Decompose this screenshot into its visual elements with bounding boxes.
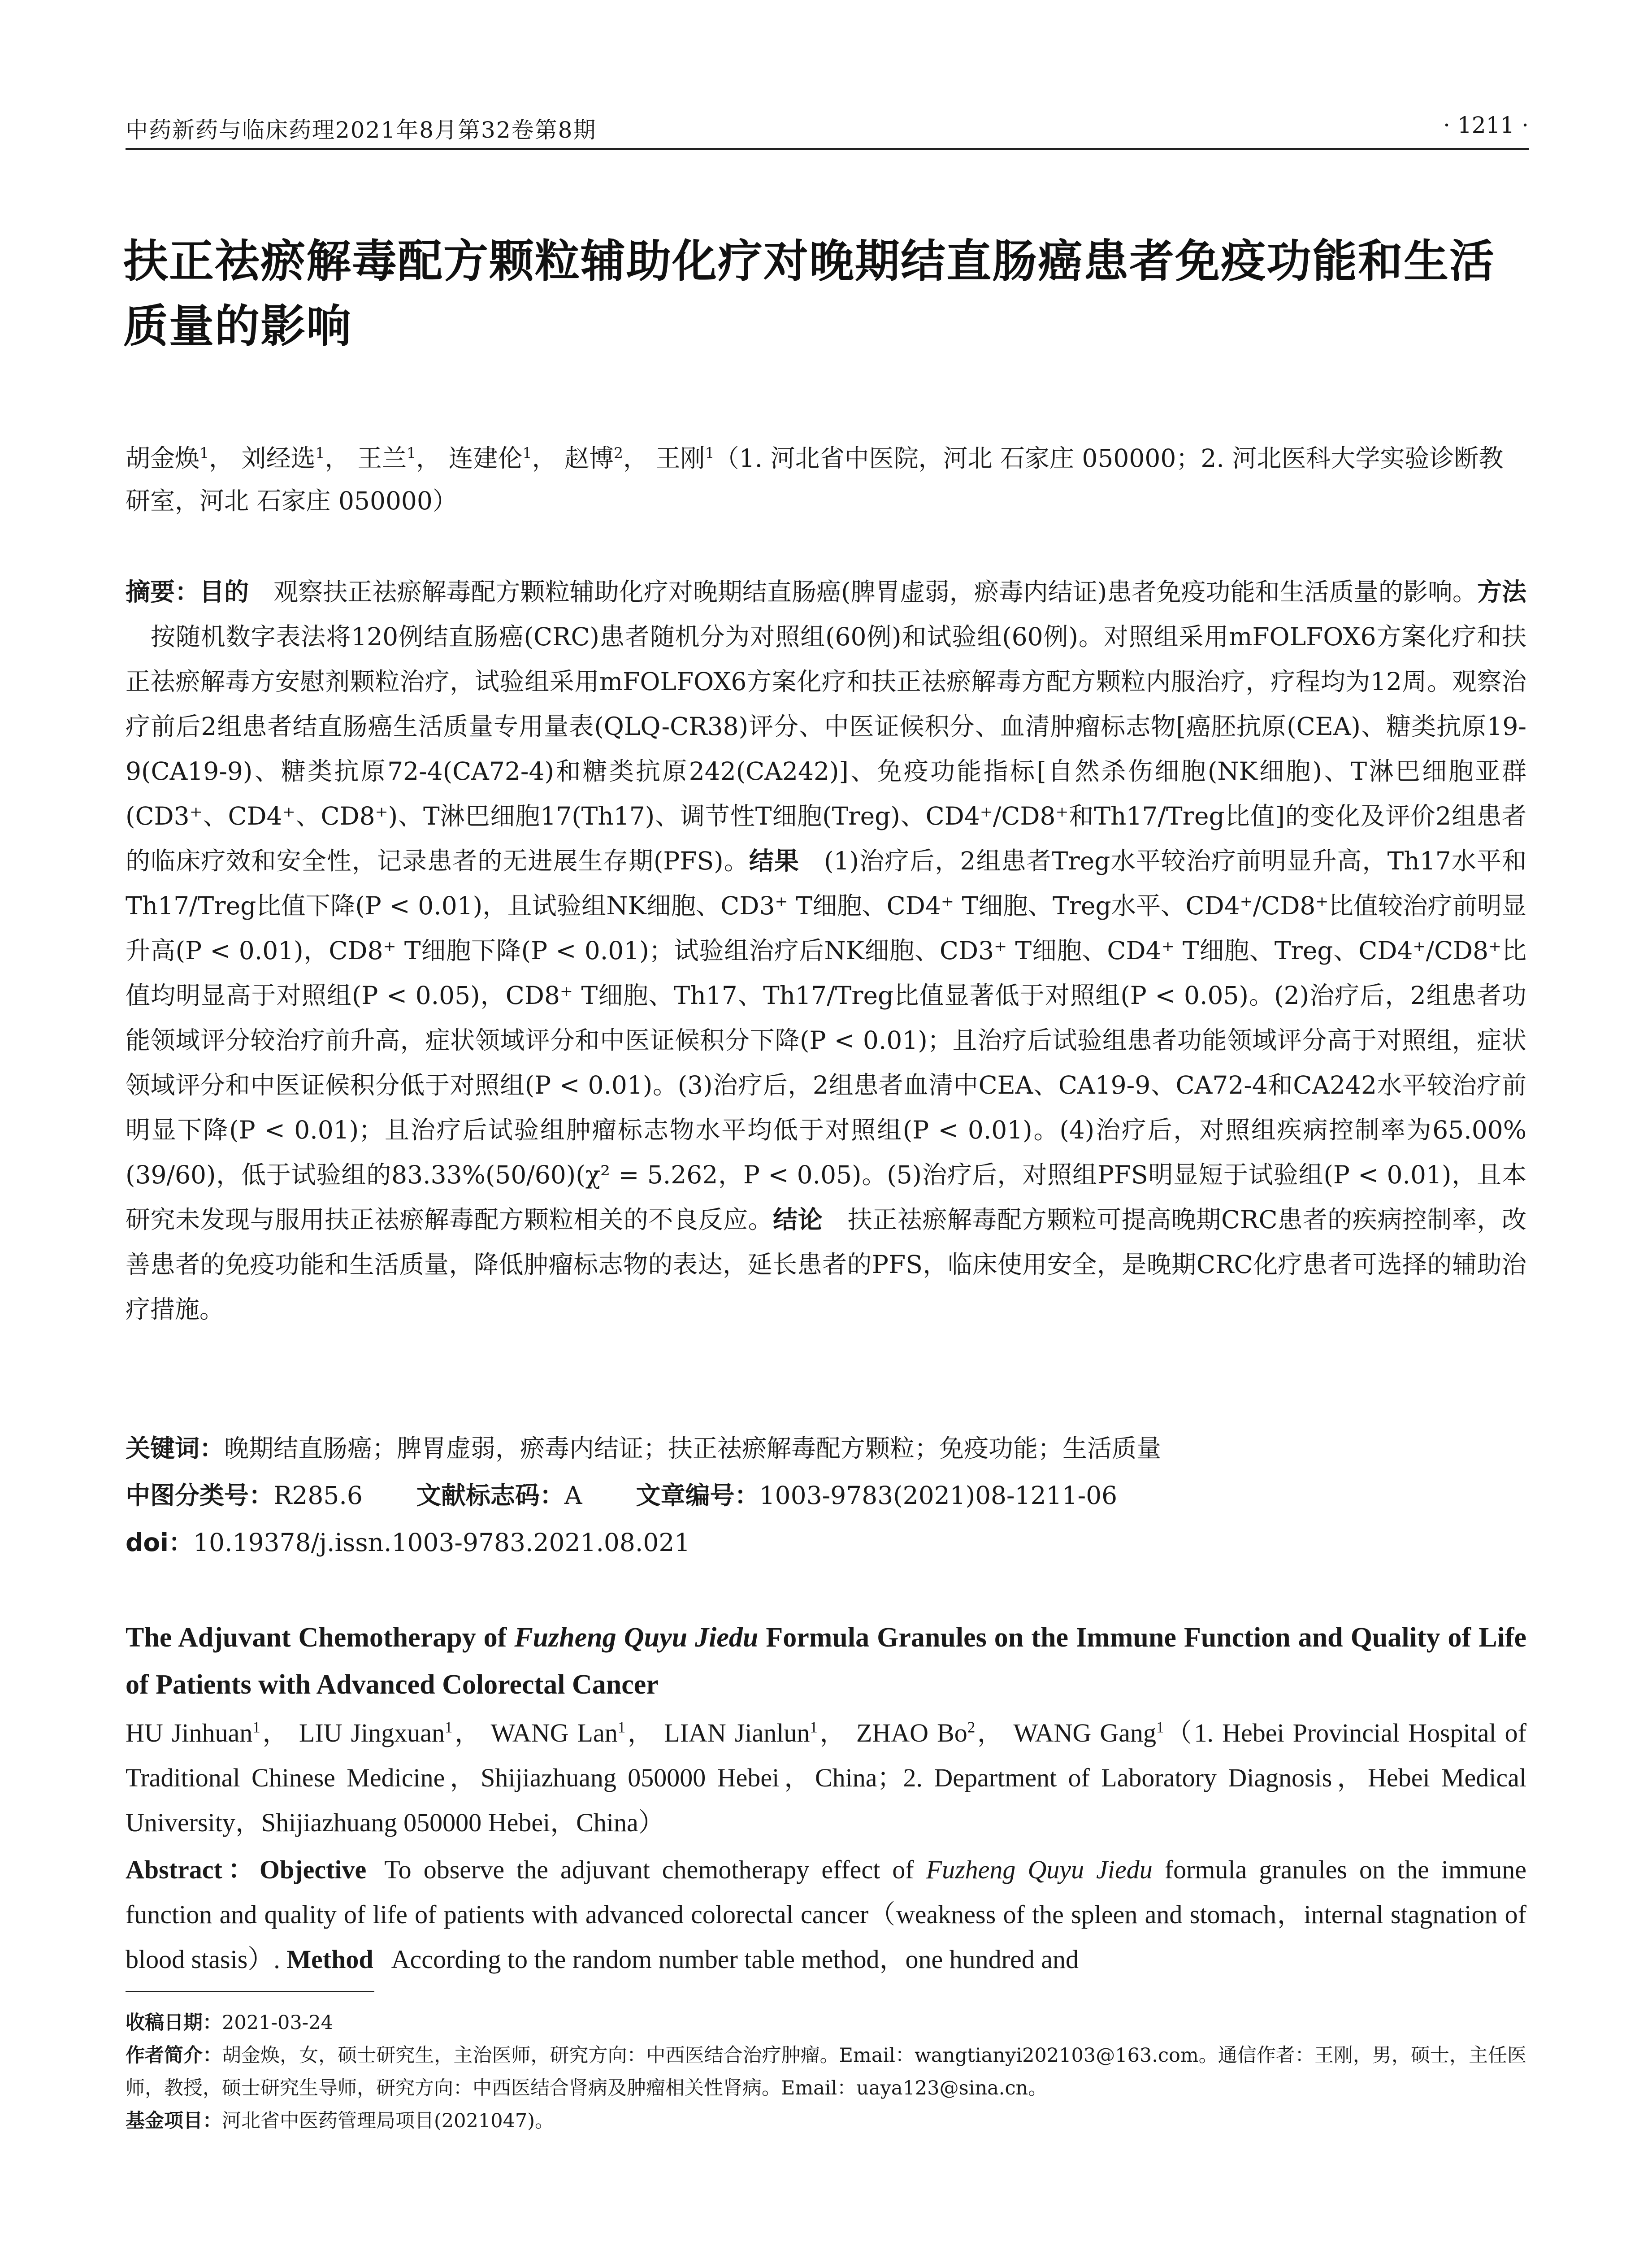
fund-project	[126, 2105, 1526, 2138]
received-value: 2021-03-24	[222, 2012, 333, 2034]
author-name: 胡金焕	[126, 444, 200, 473]
page-number: · 1211 ·	[1443, 112, 1529, 138]
abstract-label: Abstract：	[126, 1855, 260, 1884]
method-label: Method	[286, 1945, 373, 1974]
method-text: According to the random number table method，one hundred and	[391, 1945, 1079, 1974]
objective-italic: Fuzheng Quyu Jiedu	[926, 1855, 1153, 1884]
results-label: 结果	[749, 847, 800, 875]
english-title-italic: Fuzheng Quyu Jiedu	[514, 1622, 759, 1653]
author-name: 赵博	[564, 444, 614, 473]
affiliation-marker: 2	[967, 1718, 976, 1736]
objective-label: Objective	[259, 1855, 367, 1884]
method-text: 按随机数字表法将120例结直肠癌(CRC)患者随机分为对照组(60例)和试验组(60例)。对照组采用mFOLFOX6方案化疗和扶正祛瘀解毒方安慰剂颗粒治疗，试验组采用mFOLFOX6方案化疗和扶正祛瘀解毒方配方颗粒内服治疗，疗程均为12周。观察治疗前后2组患者结直肠癌生活质量专用量表(QLQ-CR38)评分、中医证候积分、血清肿瘤标志物[癌胚抗原(CEA)、糖类抗原19-9(CA19-9)、糖类抗原72-4(CA72-4)和糖类抗原242(CA242)]、免疫功能指标[自然杀伤细胞(NK细胞)、T淋巴细胞亚群(CD3⁺、CD4⁺、CD8⁺)、T淋巴细胞17(Th17)、调节性T细胞(Treg)、CD4⁺/CD8⁺和Th17/Treg比值]的变化及评价2组患者的临床疗效和安全性，记录患者的无进展生存期(PFS)。	[126, 622, 1526, 875]
footnote-rule	[126, 1991, 374, 1992]
objective-text: formula granules on the immune function and quality of life of patients with advanced colorectal cancer（weakness of the spleen and stomach，internal stagnation of blood stasis）.	[126, 1855, 1526, 1974]
clc-label: 中图分类号：	[126, 1481, 274, 1510]
english-title	[126, 1614, 1526, 1708]
abstract-label: 摘要：	[126, 578, 200, 606]
author-name: 王刚	[655, 444, 705, 473]
author-name: WANG Lan	[490, 1718, 618, 1747]
keywords-label: 关键词：	[126, 1434, 225, 1463]
doi-line	[126, 1520, 1526, 1565]
chinese-abstract	[126, 569, 1526, 1332]
article-number-value: 1003-9783(2021)08-1211-06	[759, 1481, 1118, 1510]
fund-text: 河北省中医药管理局项目(2021047)。	[222, 2110, 555, 2132]
author-name: LIU Jingxuan	[299, 1718, 445, 1747]
keywords-text: 晚期结直肠癌；脾胃虚弱，瘀毒内结证；扶正祛瘀解毒配方颗粒；免疫功能；生活质量	[224, 1434, 1162, 1463]
header-rule	[126, 148, 1529, 150]
objective-text: To observe the adjuvant chemotherapy effect of	[384, 1855, 926, 1884]
english-title-part: Formula Granules on the Immune Function and Quality of Life of Patients with Advanced Colorectal Cancer	[126, 1622, 1526, 1700]
doc-code-value: A	[564, 1481, 582, 1510]
affiliation-marker: 1	[252, 1718, 260, 1736]
objective-label: 目的	[199, 578, 249, 606]
author-name: ZHAO Bo	[856, 1718, 967, 1747]
english-affiliation: （1. Hebei Provincial Hospital of Traditional Chinese Medicine，Shijiazhuang 050000 Hebei，China；2. Department of Laboratory Diagnosis，Hebei Medical University，Shijiazhuang 050000 Hebei，China）	[126, 1718, 1526, 1837]
english-abstract	[126, 1847, 1526, 1982]
received-date	[126, 2007, 1526, 2039]
author-name: 刘经选	[241, 444, 316, 473]
english-authors: HU Jinhuan$^1$， LIU Jingxuan$^1$， WANG Lan$^1$， LIAN Jianlun$^1$， ZHAO Bo$^2$， WANG Gang$^1$（1. Hebei Provincial Hospital of Traditional Chinese Medicine，Shijiazhuang 050000 Hebei，China；2. Department of Laboratory Diagnosis，Hebei Medical University，Shijiazhuang 050000 Hebei，China）	[126, 1718, 1526, 1837]
affiliation-marker: 1	[407, 444, 416, 462]
affiliation-marker: 2	[614, 444, 624, 462]
doc-code-label: 文献标志码：	[416, 1481, 564, 1510]
chinese-title: 扶正祛瘀解毒配方颗粒辅助化疗对晚期结直肠癌患者免疫功能和生活质量的影响	[123, 235, 1495, 352]
affiliation-marker: 1	[1156, 1718, 1164, 1736]
author-bio-label: 作者简介：	[126, 2044, 222, 2067]
affiliation-marker: 1	[617, 1718, 626, 1736]
conclusion-label: 结论	[773, 1205, 823, 1234]
received-label: 收稿日期：	[126, 2012, 222, 2034]
doi-value[interactable]: 10.19378/j.issn.1003-9783.2021.08.021	[193, 1528, 690, 1557]
journal-citation: 中药新药与临床药理2021年8月第32卷第8期	[126, 117, 597, 143]
affiliation-marker: 1	[315, 444, 325, 462]
affiliation-marker: 1	[522, 444, 532, 462]
footnotes	[126, 2007, 1526, 2138]
fund-label: 基金项目：	[126, 2110, 222, 2132]
chinese-authors: 胡金焕$^1$， 刘经选$^1$， 王兰$^1$， 连建伦$^1$， 赵博$^2$， 王刚$^1$（1. 河北省中医院，河北 石家庄 050000；2. 河北医科大学实验诊断教研室，河北 石家庄 050000）	[126, 444, 1504, 515]
running-header	[126, 105, 1529, 155]
article-number-label: 文章编号：	[636, 1481, 759, 1510]
affiliation-marker: 1	[444, 1718, 453, 1736]
keywords	[126, 1426, 1526, 1471]
author-bio	[126, 2039, 1526, 2105]
author-name: LIAN Jianlun	[664, 1718, 810, 1747]
author-name: WANG Gang	[1013, 1718, 1156, 1747]
method-label: 方法	[1477, 578, 1526, 606]
affiliation-marker: 1	[705, 444, 715, 462]
classification-line	[126, 1473, 1526, 1518]
objective-text: 观察扶正祛瘀解毒配方颗粒辅助化疗对晚期结直肠癌(脾胃虚弱，瘀毒内结证)患者免疫功能和生活质量的影响。	[273, 578, 1477, 606]
author-bio-text: 胡金焕，女，硕士研究生，主治医师，研究方向：中西医结合治疗肿瘤。Email：wangtianyi202103@163.com。通信作者：王刚，男，硕士，主任医师，教授，硕士研究生导师，研究方向：中西医结合肾病及肿瘤相关性肾病。Email：uaya123@sina.cn。	[126, 2044, 1526, 2099]
results-text: (1)治疗后，2组患者Treg水平较治疗前明显升高，Th17水平和Th17/Treg比值下降(P < 0.01)，且试验组NK细胞、CD3⁺ T细胞、CD4⁺ T细胞、Treg水平、CD4⁺/CD8⁺比值较治疗前明显升高(P < 0.01)，CD8⁺ T细胞下降(P < 0.01)；试验组治疗后NK细胞、CD3⁺ T细胞、CD4⁺ T细胞、Treg、CD4⁺/CD8⁺比值均明显高于对照组(P < 0.05)，CD8⁺ T细胞、Th17、Th17/Treg比值显著低于对照组(P < 0.05)。(2)治疗后，2组患者功能领域评分较治疗前升高，症状领域评分和中医证候积分下降(P < 0.01)；且治疗后试验组患者功能领域评分高于对照组，症状领域评分和中医证候积分低于对照组(P < 0.01)。(3)治疗后，2组患者血清中CEA、CA19-9、CA72-4和CA242水平较治疗前明显下降(P < 0.01)；且治疗后试验组肿瘤标志物水平均低于对照组(P < 0.01)。(4)治疗后，对照组疾病控制率为65.00%(39/60)，低于试验组的83.33%(50/60)(χ² = 5.262，P < 0.05)。(5)治疗后，对照组PFS明显短于试验组(P < 0.01)，且本研究未发现与服用扶正祛瘀解毒配方颗粒相关的不良反应。	[126, 847, 1526, 1234]
clc-value: R285.6	[273, 1481, 363, 1510]
affiliation-marker: 1	[810, 1718, 818, 1736]
conclusion-text: 扶正祛瘀解毒配方颗粒可提高晚期CRC患者的疾病控制率，改善患者的免疫功能和生活质量，降低肿瘤标志物的表达，延长患者的PFS，临床使用安全，是晚期CRC化疗患者可选择的辅助治疗措施。	[126, 1205, 1526, 1324]
doi-label: doi：	[126, 1528, 194, 1557]
chinese-affiliation: （1. 河北省中医院，河北 石家庄 050000；2. 河北医科大学实验诊断教研室，河北 石家庄 050000）	[126, 444, 1504, 515]
affiliation-marker: 1	[199, 444, 209, 462]
english-title-part: The Adjuvant Chemotherapy of	[126, 1622, 515, 1653]
author-name: 王兰	[357, 444, 407, 473]
author-name: 连建伦	[448, 444, 523, 473]
author-name: HU Jinhuan	[126, 1718, 253, 1747]
